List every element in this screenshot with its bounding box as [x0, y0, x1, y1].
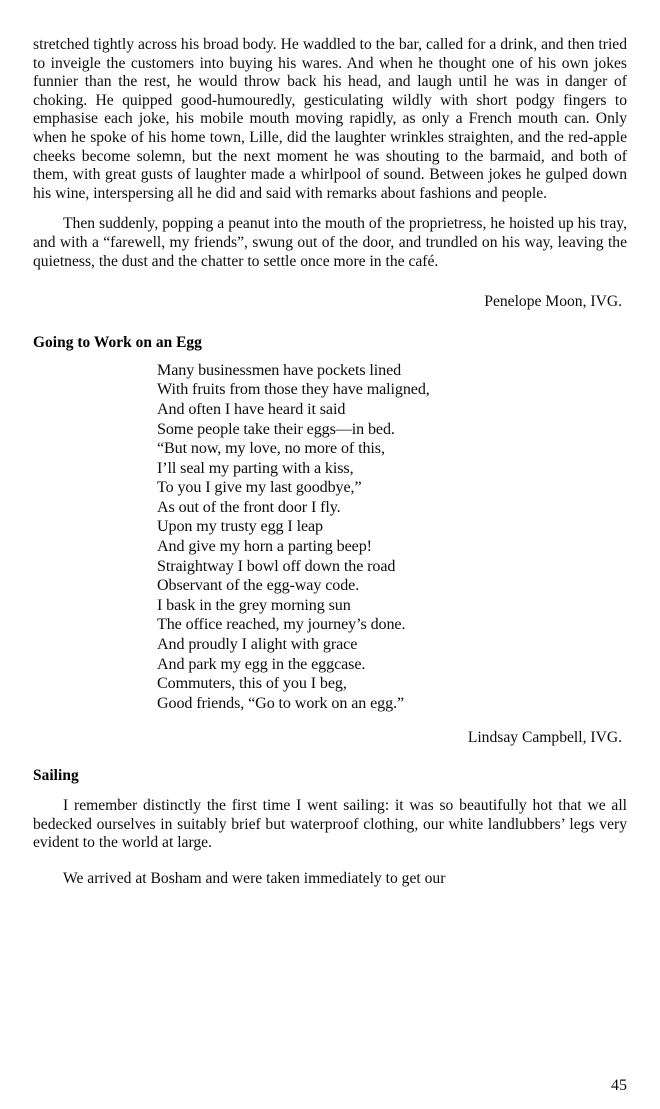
poem-line: And often I have heard it said	[157, 400, 346, 418]
poem-line: Upon my trusty egg I leap	[157, 518, 324, 536]
poem-line: I’ll seal my parting with a kiss,	[157, 459, 354, 477]
spacer	[33, 785, 627, 797]
sailing-paragraph-1: I remember distinctly the first time I went sailing: it was so beautifully hot that we all bedecked ourselves in suitably brief but waterproof clothing, our white landlubbers’ legs very evident to the world at large.	[33, 797, 627, 852]
spacer	[33, 748, 627, 767]
sailing-heading: Sailing	[33, 767, 79, 784]
poem-line: Good friends, “Go to work on an egg.”	[157, 694, 405, 712]
sailing-paragraph-2: We arrived at Bosham and were taken immediately to get our	[63, 869, 446, 887]
page-content	[33, 36, 627, 1076]
poem-line: Straightway I bowl off down the road	[157, 557, 396, 575]
spacer	[33, 352, 627, 361]
poem-line: Many businessmen have pockets lined	[157, 361, 402, 379]
spacer	[33, 853, 627, 870]
spacer	[33, 203, 627, 215]
poem-line: With fruits from those they have maligned,	[157, 381, 430, 399]
spacer	[33, 713, 627, 729]
egg-poem-attribution: Lindsay Campbell, IVG.	[467, 729, 622, 747]
poem-line: Commuters, this of you I beg,	[157, 675, 347, 693]
poem-line: The office reached, my journey’s done.	[157, 616, 406, 634]
poem-line: “But now, my love, no more of this,	[157, 440, 385, 458]
poem-line: And park my egg in the eggcase.	[157, 655, 366, 673]
poem-line: And give my horn a parting beep!	[157, 538, 372, 556]
egg-poem-heading: Going to Work on an Egg	[33, 333, 202, 351]
cafe-story-attribution: Penelope Moon, IVG.	[484, 293, 622, 311]
egg-poem-body	[33, 361, 627, 714]
spacer	[33, 271, 627, 293]
cafe-story-paragraph-1: stretched tightly across his broad body. He waddled to the bar, called for a drink, and then tried to inveigle the customers into buying his wares. And when he thought one of his own jokes funnier than the rest, he would throw back his head, and laugh until he was in danger of choking. He quipped good-humouredly, gesticulating wildly with short podgy fingers to emphasise each joke, his mobile mouth moving rapidly, as only a French mouth can. Only when he spoke of his home town, Lille, did the laughter wrinkles straighten, and the red-apple cheeks become solemn, but the next moment he was shouting to the barmaid, and both of them, with great gusts of laughter made a whirlpool of sound. Between jokes he gulped down his wine, interspersing all he did and said with remarks about fashions and people.	[33, 36, 627, 202]
page-number: 45	[611, 1077, 627, 1094]
poem-line: Observant of the egg-way code.	[157, 577, 360, 595]
poem-line: As out of the front door I fly.	[157, 498, 341, 516]
poem-line: To you I give my last goodbye,”	[157, 479, 362, 497]
poem-line: And proudly I alight with grace	[157, 636, 358, 654]
poem-line: Some people take their eggs—in bed.	[157, 420, 395, 438]
spacer	[33, 312, 627, 334]
cafe-story-paragraph-2: Then suddenly, popping a peanut into the mouth of the proprietress, he hoisted up his tray, and with a “farewell, my friends”, swung out of the door, and trundled on his way, leaving the quietness, the dust and the chatter to settle once more in the café.	[33, 215, 627, 270]
poem-line: I bask in the grey morning sun	[157, 596, 351, 614]
